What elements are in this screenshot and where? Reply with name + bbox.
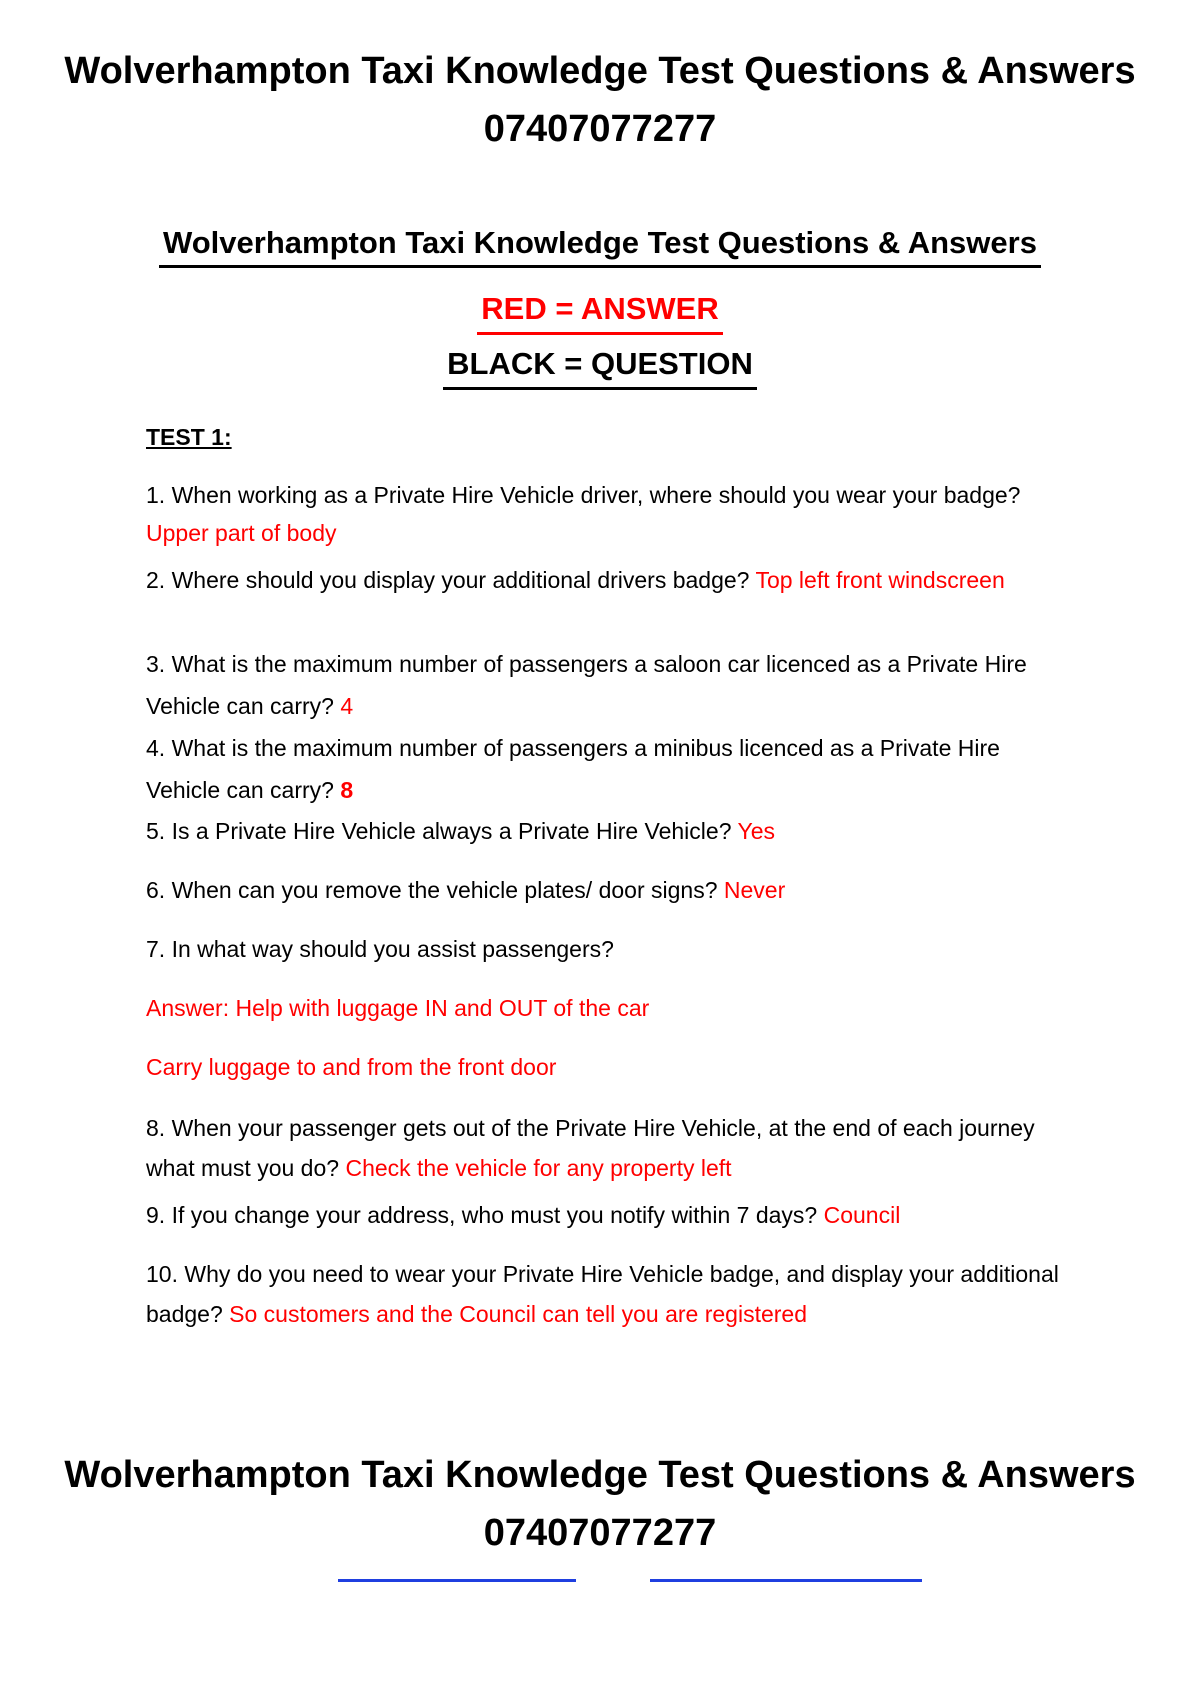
answer-text: 4 <box>340 693 354 719</box>
banner-phone: 07407077277 <box>483 1512 717 1554</box>
qa-item-5 <box>146 812 1076 850</box>
question-text: 4. What is the maximum number of passengers a minibus licenced as a Private Hire Vehicle can carry? <box>146 735 1000 803</box>
question-text: 1. When working as a Private Hire Vehicle driver, where should you wear your badge? <box>146 482 1021 508</box>
banner-title: Wolverhampton Taxi Knowledge Test Questions & Answers <box>64 1454 1136 1496</box>
answer-text: Upper part of body <box>146 520 337 546</box>
legend-answer <box>0 290 1200 335</box>
qa-item-3 <box>146 643 1076 727</box>
legend-question <box>0 345 1200 390</box>
question-text: 3. What is the maximum number of passengers a saloon car licenced as a Private Hire Vehicle can carry? <box>146 651 1027 719</box>
question-text: 7. In what way should you assist passengers? <box>146 936 614 962</box>
question-text: 10. Why do you need to wear your Private Hire Vehicle badge, and display your additional badge? <box>146 1261 1059 1327</box>
question-text: 8. When your passenger gets out of the Private Hire Vehicle, at the end of each journey what must you do? <box>146 1115 1035 1181</box>
question-text: 9. If you change your address, who must you notify within 7 days? <box>146 1202 824 1228</box>
document-heading <box>0 224 1200 268</box>
answer-text: Carry luggage to and from the front door <box>146 1054 557 1080</box>
qa-item-6 <box>146 871 1076 909</box>
qa-item-7-answer-1 <box>146 989 1076 1027</box>
link-underline-right[interactable] <box>650 1579 922 1582</box>
answer-text: Yes <box>737 818 775 844</box>
qa-item-7-answer-2 <box>146 1048 1076 1086</box>
banner-phone: 07407077277 <box>483 108 717 150</box>
qa-item-9 <box>146 1196 1076 1234</box>
qa-item-2 <box>146 559 1076 602</box>
answer-text: So customers and the Council can tell you are registered <box>229 1301 808 1327</box>
legend-question-text: BLACK = QUESTION <box>443 345 757 390</box>
question-text: 2. Where should you display your additional drivers badge? <box>146 567 756 593</box>
answer-text: 8 <box>340 777 354 803</box>
test-label: TEST 1: <box>146 424 232 450</box>
qa-item-7 <box>146 930 1076 968</box>
qa-item-4 <box>146 727 1076 811</box>
question-text: 6. When can you remove the vehicle plates/ door signs? <box>146 877 724 903</box>
top-banner <box>0 42 1200 158</box>
bottom-banner <box>0 1446 1200 1562</box>
qa-item-8 <box>146 1108 1076 1188</box>
answer-text: Answer: Help with luggage IN and OUT of the car <box>146 995 650 1021</box>
link-underline-left[interactable] <box>338 1579 576 1582</box>
answer-text: Council <box>823 1202 901 1228</box>
document-heading-text: Wolverhampton Taxi Knowledge Test Questions & Answers <box>159 224 1041 268</box>
legend-answer-text: RED = ANSWER <box>477 290 722 335</box>
answer-text: Check the vehicle for any property left <box>345 1155 732 1181</box>
qa-item-10 <box>146 1254 1076 1334</box>
question-text: 5. Is a Private Hire Vehicle always a Private Hire Vehicle? <box>146 818 738 844</box>
qa-item-1 <box>146 476 1076 552</box>
answer-text: Top left front windscreen <box>755 567 1005 593</box>
banner-title: Wolverhampton Taxi Knowledge Test Questions & Answers <box>64 50 1136 92</box>
answer-text: Never <box>723 877 786 903</box>
